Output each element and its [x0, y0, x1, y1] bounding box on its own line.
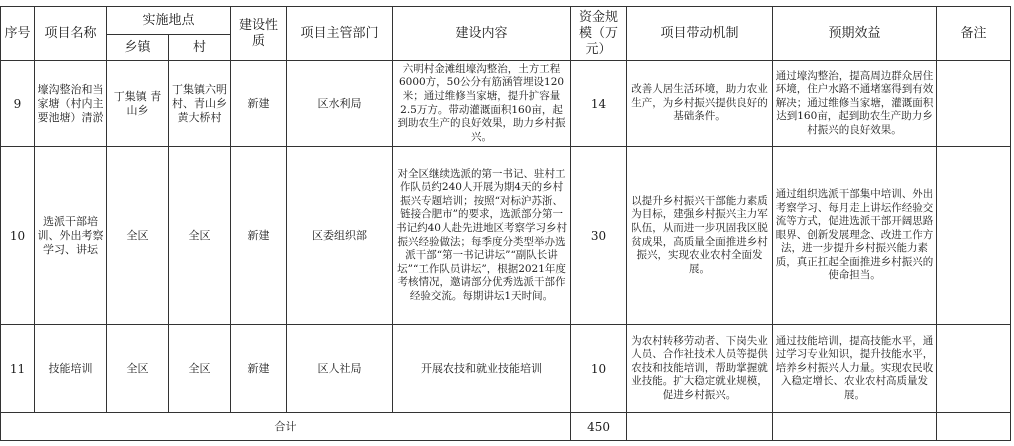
header-funds: 资金规模（万元）	[571, 7, 627, 61]
cell-content: 六明村金滩组壕沟整治，土方工程6000方，50公分有筋涵管埋设120米；通过维修当家塘，提升扩容量2.5万方。带动灌溉面积160亩，起到助农生产的良好效果，助力乡村振兴。	[393, 61, 571, 147]
total-funds: 450	[571, 413, 627, 441]
cell-town: 丁集镇 青山乡	[107, 61, 169, 147]
cell-nature: 新建	[231, 147, 287, 325]
header-content: 建设内容	[393, 7, 571, 61]
total-empty-mechanism	[627, 413, 773, 441]
header-name: 项目名称	[35, 7, 107, 61]
header-dept: 项目主管部门	[287, 7, 393, 61]
header-location: 实施地点	[107, 7, 231, 35]
total-row	[1, 413, 1011, 441]
cell-benefit: 通过技能培训，提高技能水平，通过学习专业知识，提升技能水平，培养乡村振兴人力量。实现农民收入稳定增长、农业农村高质量发展。	[773, 325, 937, 413]
header-benefit: 预期效益	[773, 7, 937, 61]
total-empty-remarks	[937, 413, 1011, 441]
cell-dept: 区水利局	[287, 61, 393, 147]
cell-remarks	[937, 325, 1011, 413]
header-town: 乡镇	[107, 35, 169, 61]
table-row	[1, 325, 1011, 413]
cell-remarks	[937, 61, 1011, 147]
cell-seq: 11	[1, 325, 35, 413]
total-label: 合计	[1, 413, 571, 441]
header-mechanism: 项目带动机制	[627, 7, 773, 61]
cell-content: 对全区继续选派的第一书记、驻村工作队员约240人开展为期4天的乡村振兴专题培训；按照“对标沪苏浙、链接合肥市”的要求，选派部分第一书记约40人赴先进地区考察学习乡村振兴经验做法；每季度分类型举办选派干部“第一书记讲坛”“副队长讲坛”“工作队员讲坛”，根据2021年度考核情况，邀请部分优秀选派干部作经验交流。每期讲坛1天时间。	[393, 147, 571, 325]
cell-village: 全区	[169, 325, 231, 413]
cell-town: 全区	[107, 325, 169, 413]
cell-funds: 30	[571, 147, 627, 325]
header-seq: 序号	[1, 7, 35, 61]
project-table	[0, 6, 1011, 441]
cell-name: 技能培训	[35, 325, 107, 413]
cell-nature: 新建	[231, 61, 287, 147]
cell-remarks	[937, 147, 1011, 325]
cell-funds: 10	[571, 325, 627, 413]
cell-benefit: 通过壕沟整治，提高周边群众居住环境，住户水路不通堵塞得到有效解决；通过维修当家塘，灌溉面积达到160亩，起到助农生产助力乡村振兴的良好效果。	[773, 61, 937, 147]
cell-village: 全区	[169, 147, 231, 325]
total-empty-benefit	[773, 413, 937, 441]
cell-benefit: 通过组织选派干部集中培训、外出考察学习、每月走上讲坛作经验交流等方式，促进选派干部开阔思路眼界、创新发展理念、改进工作方法，进一步提升乡村振兴能力素质，真正扛起全面推进乡村振兴的使命担当。	[773, 147, 937, 325]
cell-mechanism: 改善人居生活环境，助力农业生产，为乡村振兴提供良好的基础条件。	[627, 61, 773, 147]
header-nature: 建设性质	[231, 7, 287, 61]
cell-seq: 10	[1, 147, 35, 325]
cell-town: 全区	[107, 147, 169, 325]
header-village: 村	[169, 35, 231, 61]
header-remarks: 备注	[937, 7, 1011, 61]
table-row	[1, 61, 1011, 147]
cell-nature: 新建	[231, 325, 287, 413]
cell-dept: 区人社局	[287, 325, 393, 413]
cell-mechanism: 以提升乡村振兴干部能力素质为目标，建强乡村振兴主力军队伍，从而进一步巩固我区脱贫成果，高质量全面推进乡村振兴，实现农业农村全面发展。	[627, 147, 773, 325]
header-row-1	[1, 7, 1011, 35]
cell-name: 壕沟整治和当家塘（村内主要池塘）清淤	[35, 61, 107, 147]
cell-dept: 区委组织部	[287, 147, 393, 325]
cell-funds: 14	[571, 61, 627, 147]
cell-seq: 9	[1, 61, 35, 147]
cell-mechanism: 为农村转移劳动者、下岗失业人员、合作社技术人员等提供农技和技能培训，帮助掌握就业技能。扩大稳定就业规模，促进乡村振兴。	[627, 325, 773, 413]
cell-name: 选派干部培训、外出考察学习、讲坛	[35, 147, 107, 325]
cell-village: 丁集镇六明村、青山乡黄大桥村	[169, 61, 231, 147]
cell-content: 开展农技和就业技能培训	[393, 325, 571, 413]
table-row	[1, 147, 1011, 325]
